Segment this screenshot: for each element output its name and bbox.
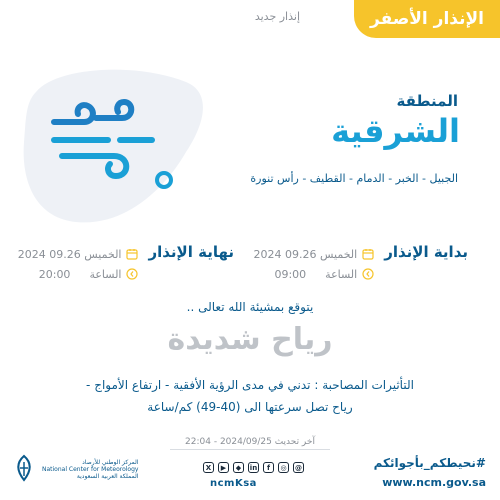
forecast-intro: يتوقع بمشيئة الله تعالى .. <box>186 300 314 314</box>
alert-start-time: 09:00 <box>274 267 307 281</box>
alert-end-time: 20:00 <box>38 267 71 281</box>
forecast-effects-line-1: التأثيرات المصاحبة : تدني في مدى الرؤية الأفقية - ارتفاع الأمواج - <box>86 378 414 392</box>
linkedin-icon[interactable]: in <box>249 463 258 472</box>
alert-end-time-label: الساعة <box>89 267 122 281</box>
forecast-effects <box>40 374 460 418</box>
new-alert-label: إنذار جديد <box>254 10 300 23</box>
clock-icon <box>126 268 138 280</box>
forecast-effects-line-2: رياح تصل سرعتها الى (40-49) كم/ساعة <box>147 400 353 414</box>
snapchat-icon[interactable]: ◆ <box>233 462 244 473</box>
alert-end-block <box>14 243 234 283</box>
alert-level-badge: الإنذار الأصفر <box>354 0 500 38</box>
alert-end-date: الخميس 09.26 2024 <box>17 247 122 261</box>
logo-line-2: National Center for Meteorology <box>42 465 139 473</box>
calendar-icon <box>126 248 138 260</box>
youtube-icon[interactable]: ▶ <box>218 462 229 473</box>
threads-icon[interactable]: @ <box>295 463 302 472</box>
last-updated: آخر تحديث 2024/09/25 - 22:04 <box>185 437 315 447</box>
alert-start-date-row <box>254 245 375 263</box>
logo-line-3: المملكة العربية السعودية <box>76 472 139 480</box>
ncm-emblem-icon <box>12 454 36 484</box>
logo-line-1: المركز الوطني للأرصاد <box>82 458 139 466</box>
x-icon[interactable]: X <box>203 462 214 473</box>
alert-start-date: الخميس 09.26 2024 <box>253 247 358 261</box>
alert-start-block <box>248 243 468 283</box>
alert-start-title: بداية الإنذار <box>384 243 468 261</box>
wind-icon <box>48 96 178 196</box>
calendar-icon <box>362 248 374 260</box>
social-links <box>203 462 304 473</box>
campaign-hashtag: #نحيطكم_بأجوائكم <box>373 456 486 470</box>
ncm-logo <box>12 454 138 484</box>
alert-start-time-label: الساعة <box>325 267 358 281</box>
region-name: الشرقية <box>331 112 460 150</box>
alert-start-time-row <box>254 265 375 283</box>
region-cities: الجبيل - الخبر - الدمام - القطيف - رأس تنورة <box>250 172 458 185</box>
alert-end-time-row <box>18 265 139 283</box>
facebook-icon[interactable]: f <box>263 462 274 473</box>
instagram-icon[interactable]: ◎ <box>278 462 289 473</box>
alert-end-date-row <box>18 245 139 263</box>
social-handle[interactable]: ncmKsa <box>210 478 257 489</box>
clock-icon <box>362 268 374 280</box>
divider <box>170 449 330 450</box>
alert-end-title: نهاية الإنذار <box>148 243 234 261</box>
website-link[interactable]: www.ncm.gov.sa <box>382 476 486 489</box>
region-label: المنطقة <box>396 92 458 110</box>
forecast-headline: رياح شديدة <box>167 322 333 357</box>
